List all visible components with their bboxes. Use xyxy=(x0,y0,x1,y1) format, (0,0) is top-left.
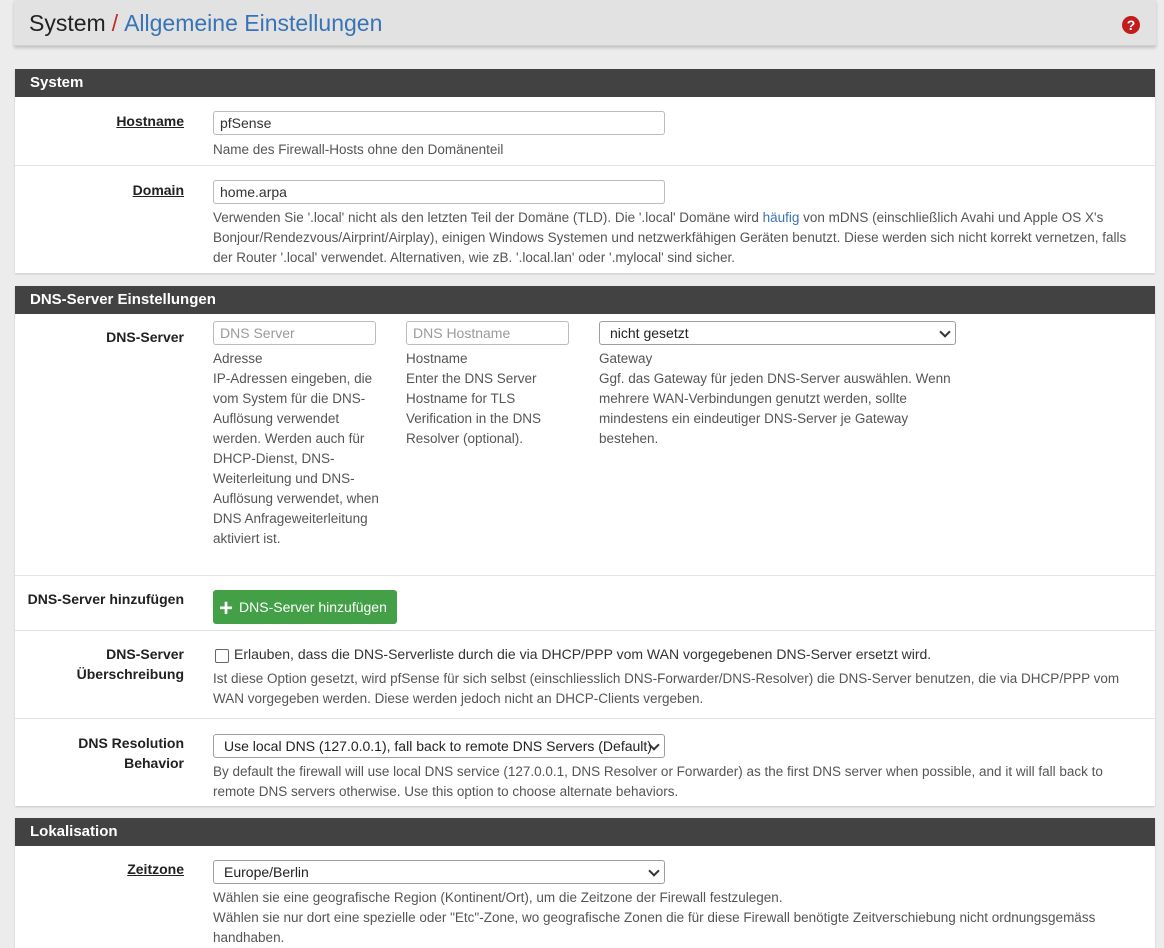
timezone-row xyxy=(15,846,1155,946)
dns-server-row xyxy=(15,314,1155,576)
hostname-input[interactable]: pfSense xyxy=(213,111,665,135)
system-panel-title: System xyxy=(15,69,1155,97)
dns-gateway-help-block xyxy=(599,349,964,449)
dns-server-address-input[interactable]: DNS Server xyxy=(213,321,376,345)
domain-label[interactable]: Domain xyxy=(132,182,184,198)
breadcrumb-separator: / xyxy=(111,10,119,36)
timezone-help-line2: Wählen sie nur dort eine spezielle oder "Etc"-Zone, wo geografische Zonen die für diese Firewall benötigte Zeitverschiebung nicht ordnungsgemäss handhaben. xyxy=(213,910,1096,945)
add-dns-button-label: DNS-Server hinzufügen xyxy=(239,599,387,615)
dns-panel xyxy=(15,286,1155,806)
dns-override-label-line1: DNS-Server xyxy=(106,646,184,662)
chevron-down-icon xyxy=(648,865,659,876)
system-panel xyxy=(15,69,1155,273)
dns-hostname-help: Enter the DNS Server Hostname for TLS Verification in the DNS Resolver (optional). xyxy=(406,371,542,446)
breadcrumb-root[interactable]: System xyxy=(29,10,106,36)
dns-override-help: Ist diese Option gesetzt, wird pfSense für sich selbst (einschliesslich DNS-Forwarder/DNS-Resolver) die DNS-Server benutzen, die via DHCP/PPP vom WAN vorgegeben werden. Diese werden jedoch nicht an DHCP-Clients vergeben. xyxy=(213,671,1120,706)
timezone-label[interactable]: Zeitzone xyxy=(127,861,184,877)
dns-server-label: DNS-Server xyxy=(106,329,184,345)
dns-address-help-block xyxy=(213,349,383,549)
domain-help-link[interactable]: häufig xyxy=(762,210,800,225)
locale-panel-title: Lokalisation xyxy=(15,818,1155,846)
timezone-select[interactable] xyxy=(213,860,665,884)
timezone-value: Europe/Berlin xyxy=(224,864,309,880)
domain-help-text-2: von mDNS (einschließlich Avahi und Apple OS X's Bonjour/Rendezvous/Airprint/Airplay), einigen Windows Systemen und netzwerkfähigen Geräten benutzt. Diese werden sich nicht korrekt vernetzen, falls der Router '.local' verwendet. Alternativen, wie zB. '.local.lan' oder '.mylocal' sind sicher. xyxy=(213,210,1127,265)
add-dns-row xyxy=(15,576,1155,631)
dns-resolution-select[interactable] xyxy=(213,734,665,758)
dns-hostname-help-block xyxy=(406,349,566,449)
dns-override-label xyxy=(77,644,184,684)
dns-hostname-input[interactable]: DNS Hostname xyxy=(406,321,569,345)
hostname-label[interactable]: Hostname xyxy=(116,113,184,129)
dns-gateway-select[interactable] xyxy=(599,321,956,345)
dns-override-row xyxy=(15,631,1155,719)
domain-input[interactable]: home.arpa xyxy=(213,180,665,204)
page-title[interactable]: Allgemeine Einstellungen xyxy=(124,10,383,36)
add-dns-label: DNS-Server hinzufügen xyxy=(27,591,184,607)
timezone-help-line1: Wählen sie eine geografische Region (Kontinent/Ort), um die Zeitzone der Firewall festzulegen. xyxy=(213,890,783,905)
domain-help xyxy=(213,208,1135,268)
dns-resolution-value: Use local DNS (127.0.0.1), fall back to remote DNS Servers (Default) xyxy=(224,738,652,754)
plus-icon: + xyxy=(219,595,234,622)
breadcrumb xyxy=(14,0,1156,46)
domain-help-text: Verwenden Sie '.local' nicht als den letzten Teil der Domäne (TLD). Die '.local' Domäne wird xyxy=(213,210,763,225)
chevron-down-icon xyxy=(939,326,950,337)
dns-hostname-caption: Hostname xyxy=(406,351,468,366)
locale-panel xyxy=(15,818,1155,948)
dns-resolution-row xyxy=(15,719,1155,807)
dns-resolution-help: By default the firewall will use local DNS service (127.0.0.1, DNS Resolver or Forwarder) as the first DNS server when possible, and it will fall back to remote DNS servers otherwise. Use this option to choose alternate behaviors. xyxy=(213,764,1103,799)
dns-override-checkbox[interactable] xyxy=(215,649,229,663)
dns-gateway-value: nicht gesetzt xyxy=(610,325,689,341)
dns-address-help: IP-Adressen eingeben, die vom System für die DNS-Auflösung verwendet werden. Werden auch für DHCP-Dienst, DNS-Weiterleitung und DNS-Auflösung verwendet, when DNS Anfrageweiterleitung aktiviert ist. xyxy=(213,371,379,546)
add-dns-server-button[interactable] xyxy=(213,590,397,624)
dns-panel-title: DNS-Server Einstellungen xyxy=(15,286,1155,314)
dns-override-label-line2: Überschreibung xyxy=(76,666,184,682)
domain-row xyxy=(15,166,1155,273)
timezone-help xyxy=(213,888,1143,948)
hostname-help: Name des Firewall-Hosts ohne den Domänenteil xyxy=(213,142,504,157)
dns-override-checkbox-label[interactable]: Erlauben, dass die DNS-Serverliste durch die via DHCP/PPP vom WAN vorgegebenen DNS-Server ersetzt wird. xyxy=(234,646,932,662)
help-icon[interactable]: ? xyxy=(1122,16,1140,34)
dns-gateway-caption: Gateway xyxy=(599,351,653,366)
dns-address-caption: Adresse xyxy=(213,351,263,366)
dns-resolution-label: DNS Resolution Behavior xyxy=(78,735,184,771)
dns-gateway-help: Ggf. das Gateway für jeden DNS-Server auswählen. Wenn mehrere WAN-Verbindungen genutzt werden, sollte mindestens ein eindeutiger DNS-Server je Gateway bestehen. xyxy=(599,371,951,446)
hostname-row xyxy=(15,97,1155,166)
